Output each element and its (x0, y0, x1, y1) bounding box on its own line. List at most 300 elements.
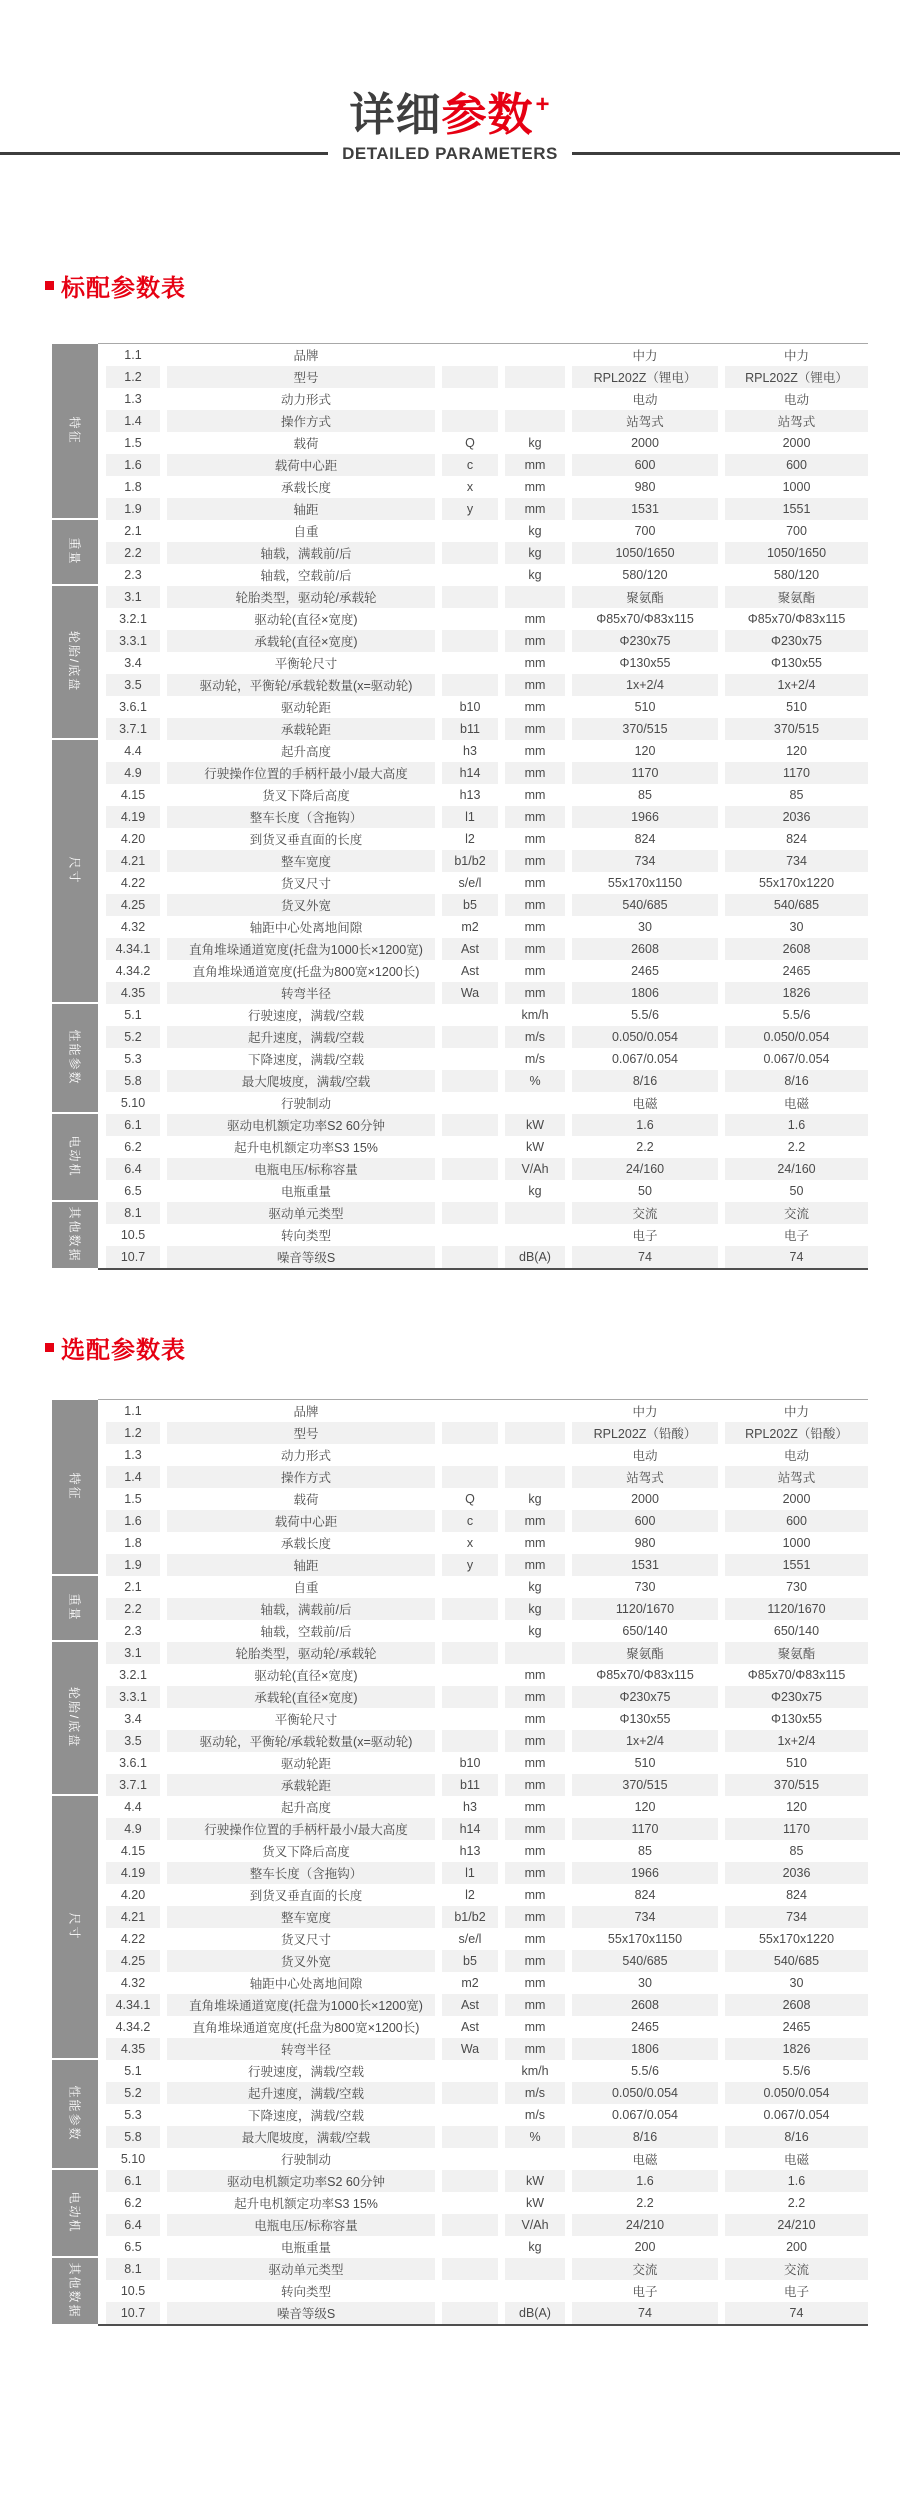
cell-unit (505, 586, 565, 608)
table-row (98, 388, 868, 410)
cell-row-number: 3.6.1 (119, 1755, 147, 1770)
row-group-label: 特征 (67, 416, 82, 445)
cell-param-name: 下降速度，满载/空载 (248, 1052, 364, 1067)
cell-value-2: 2036 (725, 1862, 868, 1884)
row-group-band (52, 1576, 98, 1640)
cell-symbol (442, 410, 498, 432)
table-row (98, 1598, 868, 1620)
table-row (98, 1994, 868, 2016)
cell-param-name: 载荷 (293, 1492, 319, 1507)
cell-unit (505, 2148, 565, 2170)
cell-symbol (442, 1686, 498, 1708)
cell-unit (505, 366, 565, 388)
cell-unit: mm (524, 1843, 546, 1858)
cell-param-name: 行驶制动 (280, 2152, 331, 2167)
cell-unit: kg (528, 567, 542, 582)
cell-unit (505, 388, 565, 410)
cell-value-1: 85 (638, 787, 652, 802)
cell-symbol (442, 2192, 498, 2214)
cell-row-number: 10.7 (106, 2302, 160, 2324)
cell-symbol: Ast (460, 2019, 480, 2034)
page-header (0, 90, 900, 164)
cell-symbol: c (442, 454, 498, 476)
cell-param-name: 承载轮距 (167, 718, 435, 740)
table-row (98, 652, 868, 674)
cell-symbol (442, 2126, 498, 2148)
cell-param-name: 承载长度 (280, 480, 331, 495)
cell-unit: kg (528, 523, 542, 538)
cell-value-2: 510 (786, 1755, 807, 1770)
cell-unit: mm (524, 919, 546, 934)
cell-symbol: b5 (442, 1950, 498, 1972)
row-group-label: 尺寸 (67, 856, 82, 885)
table-row (98, 1972, 868, 1994)
cell-value-1: 交流 (572, 2258, 718, 2280)
table-row (98, 498, 868, 520)
cell-value-1: 370/515 (572, 1774, 718, 1796)
divider-line-left (0, 152, 328, 155)
row-group-label: 性能参数 (67, 2085, 82, 2142)
cell-value-1: 30 (638, 1975, 652, 1990)
cell-symbol (442, 1422, 498, 1444)
cell-unit: mm (524, 743, 546, 758)
cell-value-1: 824 (634, 1887, 656, 1902)
cell-symbol (442, 344, 498, 366)
square-bullet-icon (45, 1343, 54, 1352)
cell-value-2: 2036 (725, 806, 868, 828)
table-row (98, 344, 868, 366)
table-row (98, 366, 868, 388)
cell-symbol (442, 1642, 498, 1664)
cell-value-2: 0.050/0.054 (725, 1026, 868, 1048)
cell-row-number: 4.9 (106, 1818, 160, 1840)
cell-symbol: c (442, 1510, 498, 1532)
cell-value-2: 824 (786, 831, 807, 846)
table-row (98, 2192, 868, 2214)
cell-value-2: 600 (725, 1510, 868, 1532)
cell-value-1: 2000 (631, 435, 659, 450)
cell-param-name: 动力形式 (280, 1448, 331, 1463)
cell-param-name: 轴距中心处离地间隙 (249, 1976, 363, 1991)
cell-symbol: x (466, 1535, 474, 1550)
cell-value-1: 2.2 (636, 1139, 654, 1154)
cell-unit: m/s (524, 2107, 546, 2122)
row-group-band (52, 740, 98, 1002)
cell-param-name: 轴距 (167, 498, 435, 520)
cell-value-1: 1170 (572, 762, 718, 784)
cell-symbol (442, 630, 498, 652)
cell-param-name: 货叉外宽 (167, 1950, 435, 1972)
cell-symbol: Wa (442, 2038, 498, 2060)
table-row (98, 1642, 868, 1664)
table-row (98, 520, 868, 542)
cell-value-1: 0.050/0.054 (572, 1026, 718, 1048)
cell-value-1: Φ130x55 (619, 1711, 671, 1726)
cell-row-number: 1.8 (124, 479, 142, 494)
cell-value-2: 120 (786, 743, 807, 758)
table-row (98, 1576, 868, 1598)
cell-row-number: 8.1 (106, 2258, 160, 2280)
cell-value-2: 中力 (783, 1404, 809, 1419)
cell-value-2: 1170 (725, 1818, 868, 1840)
cell-value-2: 2000 (782, 1491, 811, 1506)
cell-param-name: 货叉外宽 (167, 894, 435, 916)
cell-param-name: 直角堆垛通道宽度(托盘为800宽×1200长) (192, 2020, 420, 2035)
cell-value-2: 聚氨酯 (725, 1642, 868, 1664)
cell-value-1: 74 (572, 1246, 718, 1268)
table-row (98, 410, 868, 432)
cell-row-number: 6.4 (106, 2214, 160, 2236)
cell-row-number: 5.1 (124, 1007, 142, 1022)
cell-unit: mm (505, 762, 565, 784)
table-row (98, 850, 868, 872)
cell-symbol: h3 (463, 1799, 477, 1814)
cell-unit (505, 1400, 565, 1422)
cell-unit: dB(A) (505, 1246, 565, 1268)
cell-row-number: 6.5 (124, 2239, 142, 2254)
cell-value-2: Φ230x75 (725, 1686, 868, 1708)
cell-symbol (442, 652, 498, 674)
cell-row-number: 2.1 (124, 1579, 142, 1594)
cell-symbol (442, 520, 498, 542)
row-group-band (52, 344, 98, 518)
cell-symbol: h3 (463, 743, 477, 758)
cell-value-2: 30 (789, 919, 804, 934)
cell-value-1: 0.067/0.054 (611, 1051, 679, 1066)
cell-symbol: l2 (465, 831, 475, 846)
cell-row-number: 6.1 (106, 2170, 160, 2192)
table-row (98, 2060, 868, 2082)
table-row (98, 1400, 868, 1422)
cell-symbol: l1 (442, 1862, 498, 1884)
cell-value-1: 1.6 (572, 1114, 718, 1136)
cell-param-name: 驱动单元类型 (167, 2258, 435, 2280)
cell-unit: m/s (505, 2082, 565, 2104)
cell-value-2: 8/16 (725, 1070, 868, 1092)
cell-param-name: 轴载，空载前/后 (260, 568, 352, 583)
cell-symbol (442, 674, 498, 696)
cell-param-name: 货叉尺寸 (280, 1932, 331, 1947)
table-row (98, 432, 868, 454)
cell-param-name: 平衡轮尺寸 (274, 1712, 338, 1727)
cell-value-1: 1x+2/4 (572, 674, 718, 696)
cell-unit: mm (505, 938, 565, 960)
cell-value-2: 24/160 (725, 1158, 868, 1180)
table-row (98, 1664, 868, 1686)
cell-row-number: 1.3 (124, 1447, 142, 1462)
cell-unit: mm (505, 630, 565, 652)
cell-param-name: 操作方式 (167, 410, 435, 432)
table-row (98, 1136, 868, 1158)
cell-param-name: 驱动轮，平衡轮/承载轮数量(x=驱动轮) (167, 674, 435, 696)
cell-param-name: 转向类型 (280, 1228, 331, 1243)
cell-value-2: 1551 (725, 498, 868, 520)
row-group-band (52, 2060, 98, 2168)
cell-unit: mm (505, 1950, 565, 1972)
cell-symbol: l1 (442, 806, 498, 828)
cell-value-1: 8/16 (572, 2126, 718, 2148)
cell-symbol (442, 1114, 498, 1136)
table-row (98, 1114, 868, 1136)
cell-value-1: 85 (638, 1843, 652, 1858)
table-row (98, 586, 868, 608)
cell-symbol (442, 608, 498, 630)
cell-row-number: 2.3 (124, 1623, 142, 1638)
cell-param-name: 驱动轮(直径×宽度) (254, 1668, 358, 1683)
cell-row-number: 4.19 (106, 806, 160, 828)
cell-value-1: 980 (634, 479, 656, 494)
cell-row-number: 1.4 (106, 410, 160, 432)
cell-row-number: 4.20 (120, 831, 146, 846)
cell-value-2: 1000 (782, 479, 811, 494)
cell-value-1: 2608 (572, 938, 718, 960)
cell-unit: kg (505, 542, 565, 564)
square-bullet-icon (45, 281, 54, 290)
cell-row-number: 1.1 (124, 1403, 142, 1418)
cell-param-name: 整车长度（含拖钩） (167, 1862, 435, 1884)
cell-value-1: 24/160 (572, 1158, 718, 1180)
cell-symbol: Ast (442, 938, 498, 960)
cell-unit: mm (524, 875, 546, 890)
cell-symbol: h13 (459, 787, 481, 802)
cell-unit: m/s (505, 1026, 565, 1048)
table-row (98, 1246, 868, 1268)
cell-symbol (442, 1136, 498, 1158)
row-group-label: 电动机 (67, 1135, 82, 1178)
cell-unit: mm (505, 806, 565, 828)
cell-symbol (442, 2214, 498, 2236)
cell-param-name: 直角堆垛通道宽度(托盘为1000长×1200宽) (167, 1994, 435, 2016)
cell-param-name: 轮胎类型，驱动轮/承载轮 (167, 586, 435, 608)
cell-value-2: 120 (786, 1799, 807, 1814)
cell-value-1: 交流 (572, 1202, 718, 1224)
cell-unit (505, 344, 565, 366)
table-row (98, 564, 868, 586)
cell-unit: % (505, 2126, 565, 2148)
row-group-label: 其他数据 (67, 2262, 82, 2319)
table-row (98, 872, 868, 894)
cell-value-2: Φ130x55 (771, 655, 822, 670)
cell-symbol (442, 1620, 498, 1642)
cell-value-2: 1x+2/4 (725, 1730, 868, 1752)
cell-row-number: 3.5 (106, 1730, 160, 1752)
cell-unit: kg (528, 1623, 542, 1638)
table-row (98, 806, 868, 828)
cell-param-name: 直角堆垛通道宽度(托盘为800宽×1200长) (192, 964, 420, 979)
cell-row-number: 5.10 (120, 2151, 146, 2166)
cell-param-name: 到货叉垂直面的长度 (249, 832, 363, 847)
cell-value-2: 1x+2/4 (725, 674, 868, 696)
row-group-label: 尺寸 (67, 1912, 82, 1941)
cell-value-1: 电磁 (632, 1096, 658, 1111)
cell-value-2: 580/120 (773, 567, 820, 582)
cell-row-number: 6.4 (106, 1158, 160, 1180)
cell-row-number: 4.9 (106, 762, 160, 784)
cell-value-1: 电子 (632, 1228, 658, 1243)
row-group-label: 轮胎/底盘 (67, 1686, 82, 1749)
row-group-band (52, 586, 98, 738)
table-row (98, 1488, 868, 1510)
cell-symbol: b10 (459, 699, 481, 714)
table-row (98, 1686, 868, 1708)
table-row (98, 2302, 868, 2324)
page-subtitle-row (0, 144, 900, 164)
cell-row-number: 1.5 (124, 1491, 142, 1506)
cell-value-2: 824 (786, 1887, 807, 1902)
cell-symbol: b1/b2 (442, 850, 498, 872)
cell-row-number: 1.8 (124, 1535, 142, 1550)
cell-value-2: 2465 (782, 963, 811, 978)
cell-row-number: 6.2 (124, 1139, 142, 1154)
cell-unit: kg (528, 435, 542, 450)
row-group-band (52, 1400, 98, 1574)
cell-value-2: 1050/1650 (725, 542, 868, 564)
cell-row-number: 5.3 (124, 2107, 142, 2122)
cell-row-number: 3.1 (106, 586, 160, 608)
cell-row-number: 3.6.1 (119, 699, 147, 714)
standard-parameters-table (52, 343, 868, 1270)
cell-row-number: 3.7.1 (106, 718, 160, 740)
cell-param-name: 驱动轮(直径×宽度) (254, 612, 358, 627)
cell-value-1: Φ85x70/Φ83x115 (596, 611, 694, 626)
cell-row-number: 8.1 (106, 1202, 160, 1224)
cell-value-1: 24/210 (572, 2214, 718, 2236)
cell-row-number: 6.1 (106, 1114, 160, 1136)
cell-value-1: 120 (634, 1799, 656, 1814)
table-row (98, 1818, 868, 1840)
cell-unit: V/Ah (505, 1158, 565, 1180)
cell-row-number: 4.34.1 (106, 938, 160, 960)
cell-param-name: 最大爬坡度，满载/空载 (167, 2126, 435, 2148)
cell-param-name: 噪音等级S (167, 2302, 435, 2324)
cell-value-1: 650/140 (622, 1623, 668, 1638)
table-row (98, 1532, 868, 1554)
table-row (98, 1224, 868, 1246)
cell-param-name: 货叉下降后高度 (262, 1844, 350, 1859)
cell-value-1: 74 (572, 2302, 718, 2324)
cell-param-name: 转弯半径 (167, 982, 435, 1004)
cell-value-1: 2465 (631, 2019, 659, 2034)
cell-param-name: 承载轮距 (167, 1774, 435, 1796)
cell-unit (505, 1092, 565, 1114)
cell-symbol: Q (465, 1491, 475, 1506)
cell-value-2: 电动 (783, 1448, 809, 1463)
cell-value-2: 5.5/6 (782, 1007, 811, 1022)
cell-value-2: 电子 (783, 1228, 809, 1243)
cell-row-number: 4.15 (120, 1843, 146, 1858)
cell-row-number: 4.19 (106, 1862, 160, 1884)
table-row (98, 2258, 868, 2280)
cell-row-number: 4.32 (120, 919, 146, 934)
cell-unit: mm (524, 655, 546, 670)
row-group-label: 重量 (67, 537, 82, 566)
cell-param-name: 起升电机额定功率S3 15% (234, 1140, 378, 1155)
cell-param-name: 驱动单元类型 (167, 1202, 435, 1224)
cell-value-1: 700 (634, 523, 656, 538)
cell-value-1: 8/16 (572, 1070, 718, 1092)
cell-symbol: b11 (442, 718, 498, 740)
cell-symbol (442, 1202, 498, 1224)
cell-value-2: Φ85x70/Φ83x115 (747, 611, 846, 626)
cell-unit (505, 1444, 565, 1466)
section-title-standard (45, 268, 900, 303)
table-row (98, 1026, 868, 1048)
cell-value-2: Φ230x75 (725, 630, 868, 652)
table-row (98, 454, 868, 476)
row-group-label: 特征 (67, 1472, 82, 1501)
cell-unit: mm (524, 787, 546, 802)
cell-row-number: 1.3 (124, 391, 142, 406)
table-row (98, 1048, 868, 1070)
table-row (98, 894, 868, 916)
cell-value-1: 5.5/6 (631, 2063, 659, 2078)
cell-unit: kW (525, 2195, 545, 2210)
page-title (0, 90, 900, 140)
table-row (98, 1004, 868, 1026)
cell-unit: mm (505, 674, 565, 696)
cell-value-1: 734 (572, 850, 718, 872)
cell-param-name: 行驶速度，满载/空载 (248, 2064, 364, 2079)
cell-row-number: 3.2.1 (119, 1667, 147, 1682)
cell-param-name: 型号 (167, 366, 435, 388)
optional-parameters-table (52, 1399, 868, 2326)
cell-unit: m/s (524, 1051, 546, 1066)
cell-symbol (442, 2302, 498, 2324)
cell-row-number: 1.6 (106, 1510, 160, 1532)
cell-value-2: 540/685 (725, 1950, 868, 1972)
cell-unit: kW (505, 2170, 565, 2192)
cell-unit: mm (524, 1931, 546, 1946)
cell-unit: % (505, 1070, 565, 1092)
cell-row-number: 6.5 (124, 1183, 142, 1198)
row-group-band (52, 1642, 98, 1794)
cell-value-1: 1120/1670 (572, 1598, 718, 1620)
cell-symbol (442, 542, 498, 564)
cell-value-2: 5.5/6 (782, 2063, 811, 2078)
cell-unit: mm (524, 479, 546, 494)
cell-row-number: 4.25 (106, 1950, 160, 1972)
cell-symbol (442, 1664, 498, 1686)
cell-symbol (442, 2236, 498, 2258)
cell-param-name: 直角堆垛通道宽度(托盘为1000长×1200宽) (167, 938, 435, 960)
table-row (98, 1554, 868, 1576)
cell-value-1: 电动 (632, 392, 658, 407)
cell-row-number: 3.7.1 (106, 1774, 160, 1796)
cell-symbol (442, 1158, 498, 1180)
row-group-band (52, 2170, 98, 2256)
cell-symbol (442, 1048, 498, 1070)
cell-param-name: 自重 (293, 524, 319, 539)
cell-param-name: 转弯半径 (167, 2038, 435, 2060)
table-row (98, 2280, 868, 2302)
cell-row-number: 1.2 (106, 366, 160, 388)
table-row (98, 476, 868, 498)
table-row (98, 982, 868, 1004)
cell-value-2: 50 (789, 1183, 804, 1198)
cell-value-1: 1050/1650 (572, 542, 718, 564)
table-row (98, 542, 868, 564)
cell-value-2: 2000 (782, 435, 811, 450)
table-row (98, 1510, 868, 1532)
cell-unit: km/h (521, 2063, 549, 2078)
cell-param-name: 轴载，满载前/后 (167, 542, 435, 564)
cell-symbol: s/e/l (458, 875, 482, 890)
cell-param-name: 操作方式 (167, 1466, 435, 1488)
table-row (98, 2016, 868, 2038)
cell-row-number: 4.34.2 (115, 2019, 151, 2034)
cell-unit: mm (524, 831, 546, 846)
cell-unit: km/h (521, 1007, 549, 1022)
